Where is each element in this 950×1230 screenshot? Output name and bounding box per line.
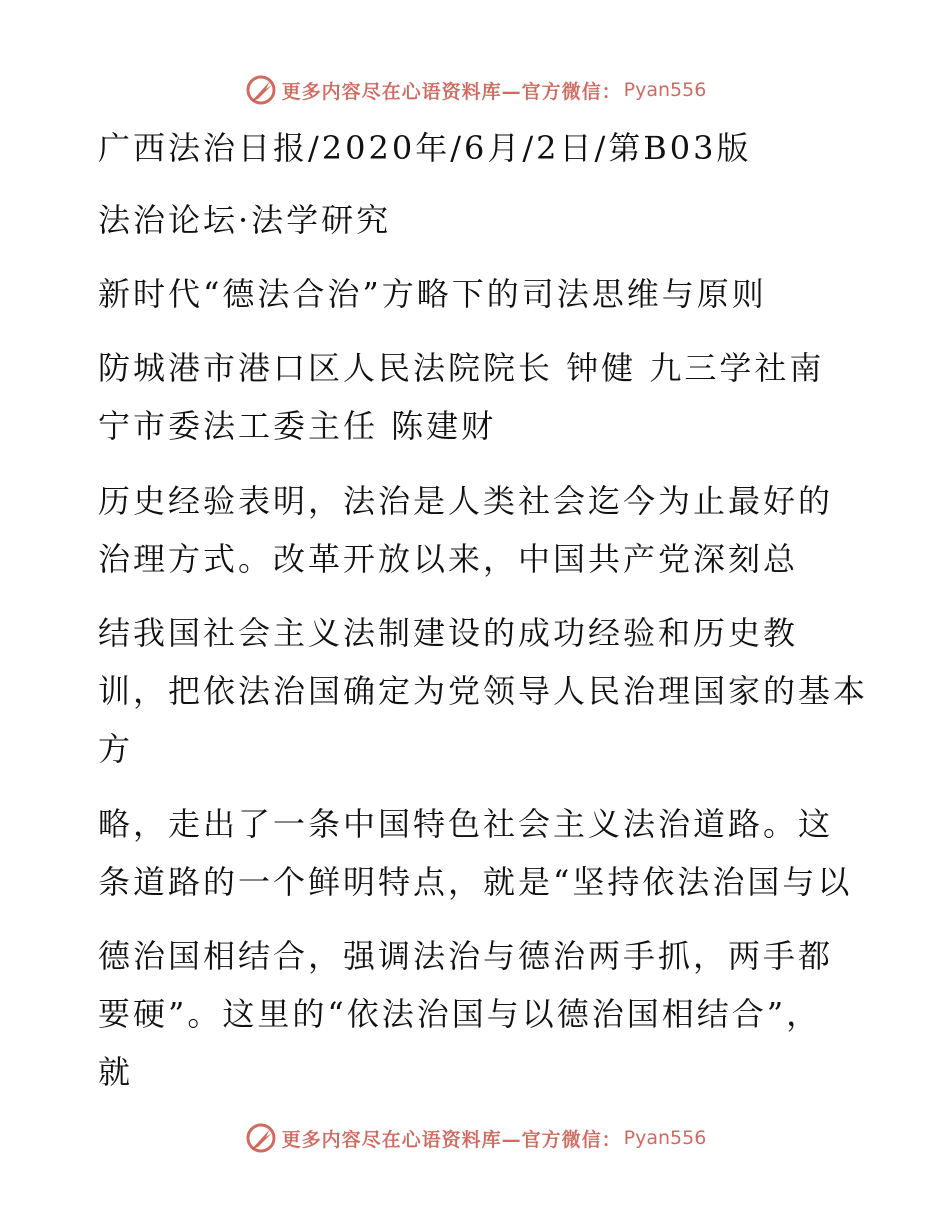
- text-line: 条道路的一个鲜明特点，就是“坚持依法治国与以: [98, 863, 853, 901]
- footer-watermark: [0, 1118, 950, 1158]
- text-line: 历史经验表明，法治是人类社会迄今为止最好的: [98, 482, 834, 520]
- text-line: 法治论坛·法学研究: [98, 201, 392, 239]
- text-line: 训，把依法治国确定为党领导人民治理国家的基本: [98, 672, 869, 710]
- text-line: 方: [98, 730, 134, 768]
- text-line: 德治国相结合，强调法治与德治两手抓，两手都: [98, 937, 834, 975]
- text-line: 广西法治日报/2020年/6月/2日/第B03版: [98, 129, 752, 167]
- text-line: 宁市委法工委主任 陈建财: [98, 407, 497, 445]
- quill-logo-icon: [244, 73, 278, 107]
- text-line: 要硬”。这里的“依法治国与以德治国相结合”，: [98, 995, 822, 1033]
- quill-logo-icon: [244, 1121, 278, 1155]
- text-line: 治理方式。改革开放以来，中国共产党深刻总: [98, 540, 799, 578]
- watermark-text: 更多内容尽在心语资料库—官方微信：: [281, 80, 622, 103]
- header-watermark: [0, 70, 950, 110]
- text-line: 就: [98, 1053, 134, 1091]
- watermark-text: 更多内容尽在心语资料库—官方微信：: [281, 1128, 622, 1151]
- watermark-wechat-id: Pyan556: [623, 79, 707, 101]
- text-line: 结我国社会主义法制建设的成功经验和历史教: [98, 614, 799, 652]
- text-line: 略，走出了一条中国特色社会主义法治道路。这: [98, 805, 834, 843]
- watermark-wechat-id: Pyan556: [623, 1127, 707, 1149]
- text-line: 防城港市港口区人民法院院长 钟健 九三学社南: [98, 349, 825, 387]
- text-line: 新时代“德法合治”方略下的司法思维与原则: [98, 275, 767, 313]
